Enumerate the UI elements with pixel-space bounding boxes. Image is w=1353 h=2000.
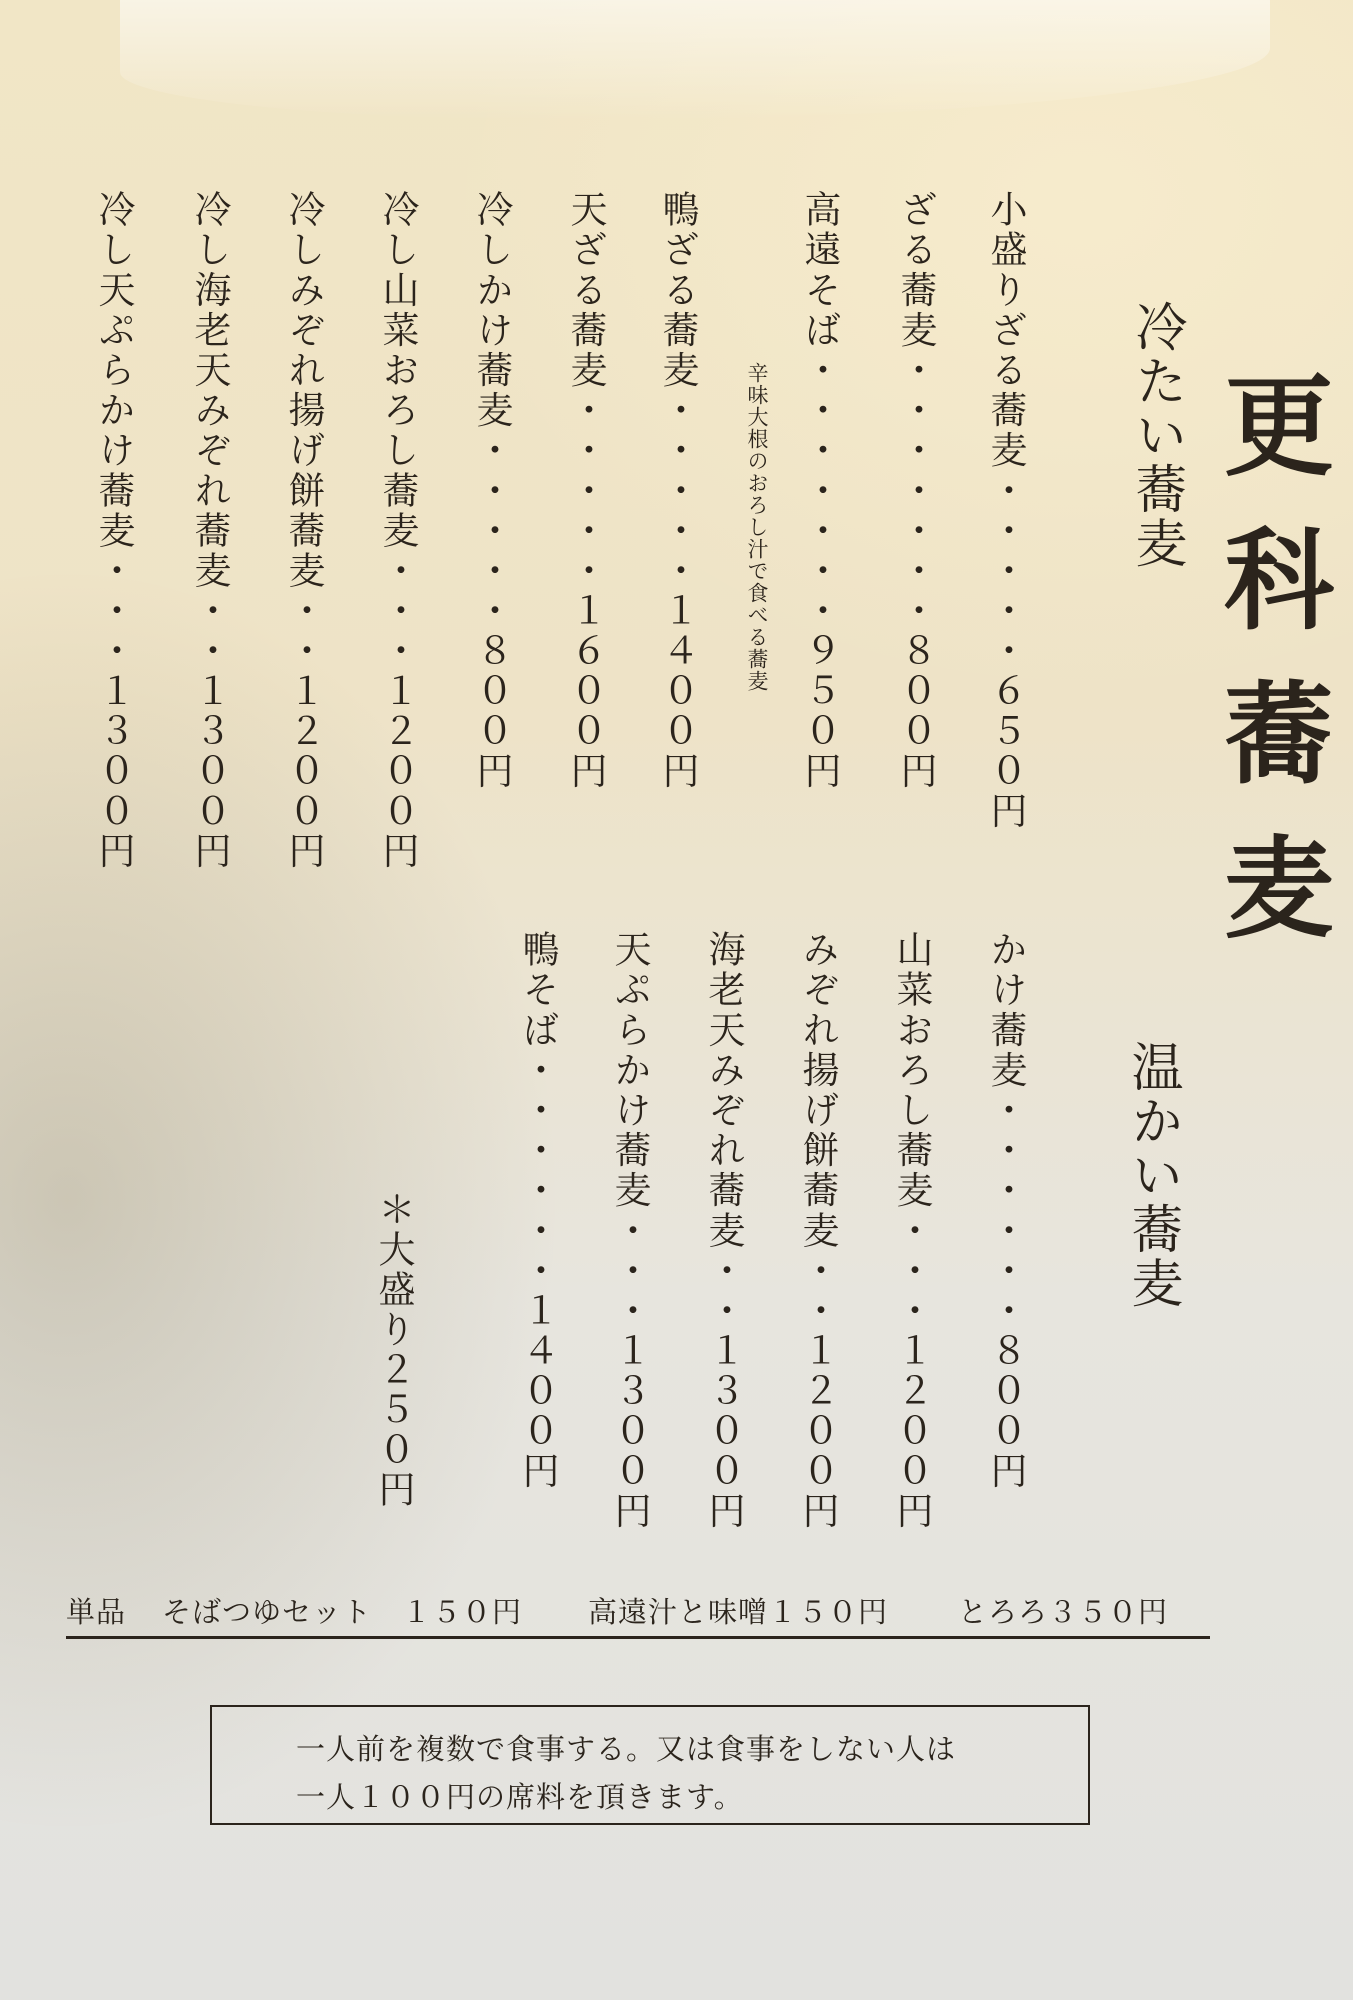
hot-item: 天ぷらかけ蕎麦・・・１３００円 xyxy=(608,930,651,1532)
cold-item: 天ざる蕎麦・・・・・１６００円 xyxy=(564,190,607,792)
cold-item: 高遠そば・・・・・・・９５０円 xyxy=(798,190,841,792)
menu-title: 更科蕎麦 xyxy=(1206,368,1335,984)
takato-jiru-miso: 高遠汁と味噌１５０円 xyxy=(588,1595,889,1629)
notice-line: 一人前を複数で食事する。又は食事をしない人は xyxy=(296,1732,957,1766)
notice-line: 一人１００円の席料を頂きます。 xyxy=(296,1780,744,1814)
double-underline xyxy=(66,1636,1210,1637)
cold-item: 冷しかけ蕎麦・・・・・８００円 xyxy=(470,190,513,792)
single-label: 単品 xyxy=(66,1595,127,1629)
large-size-note: ＊大盛り２５０円 xyxy=(372,1190,415,1510)
hot-item: みぞれ揚げ餅蕎麦・・１２００円 xyxy=(796,930,839,1532)
cold-item: 鴨ざる蕎麦・・・・・１４００円 xyxy=(656,190,699,792)
takato-soba-note: 辛味大根のおろし汁で食べる蕎麦 xyxy=(745,362,769,692)
seat-fee-notice xyxy=(210,1705,1090,1825)
single-items-row xyxy=(66,1590,1210,1639)
soba-tsuyu-set: そばつゆセット １５０円 xyxy=(162,1595,523,1629)
paper-glare xyxy=(120,0,1270,120)
hot-item: 鴨そば・・・・・・１４００円 xyxy=(516,930,559,1492)
cold-item: 冷し天ぷらかけ蕎麦・・・１３００円 xyxy=(92,190,135,872)
tororo: とろろ３５０円 xyxy=(958,1595,1169,1629)
hot-soba-heading: 温かい蕎麦 xyxy=(1122,1040,1182,1310)
cold-item: ざる蕎麦・・・・・・・８００円 xyxy=(894,190,937,792)
cold-item: 冷し山菜おろし蕎麦・・・１２００円 xyxy=(376,190,419,872)
cold-soba-heading: 冷たい蕎麦 xyxy=(1126,300,1186,570)
cold-item: 小盛りざる蕎麦・・・・・６５０円 xyxy=(984,190,1027,832)
hot-item: かけ蕎麦・・・・・・８００円 xyxy=(984,930,1027,1492)
cold-item: 冷し海老天みぞれ蕎麦・・１３００円 xyxy=(188,190,231,872)
hot-item: 海老天みぞれ蕎麦・・１３００円 xyxy=(702,930,745,1532)
cold-item: 冷しみぞれ揚げ餅蕎麦・・１２００円 xyxy=(282,190,325,872)
hot-item: 山菜おろし蕎麦・・・１２００円 xyxy=(890,930,933,1532)
